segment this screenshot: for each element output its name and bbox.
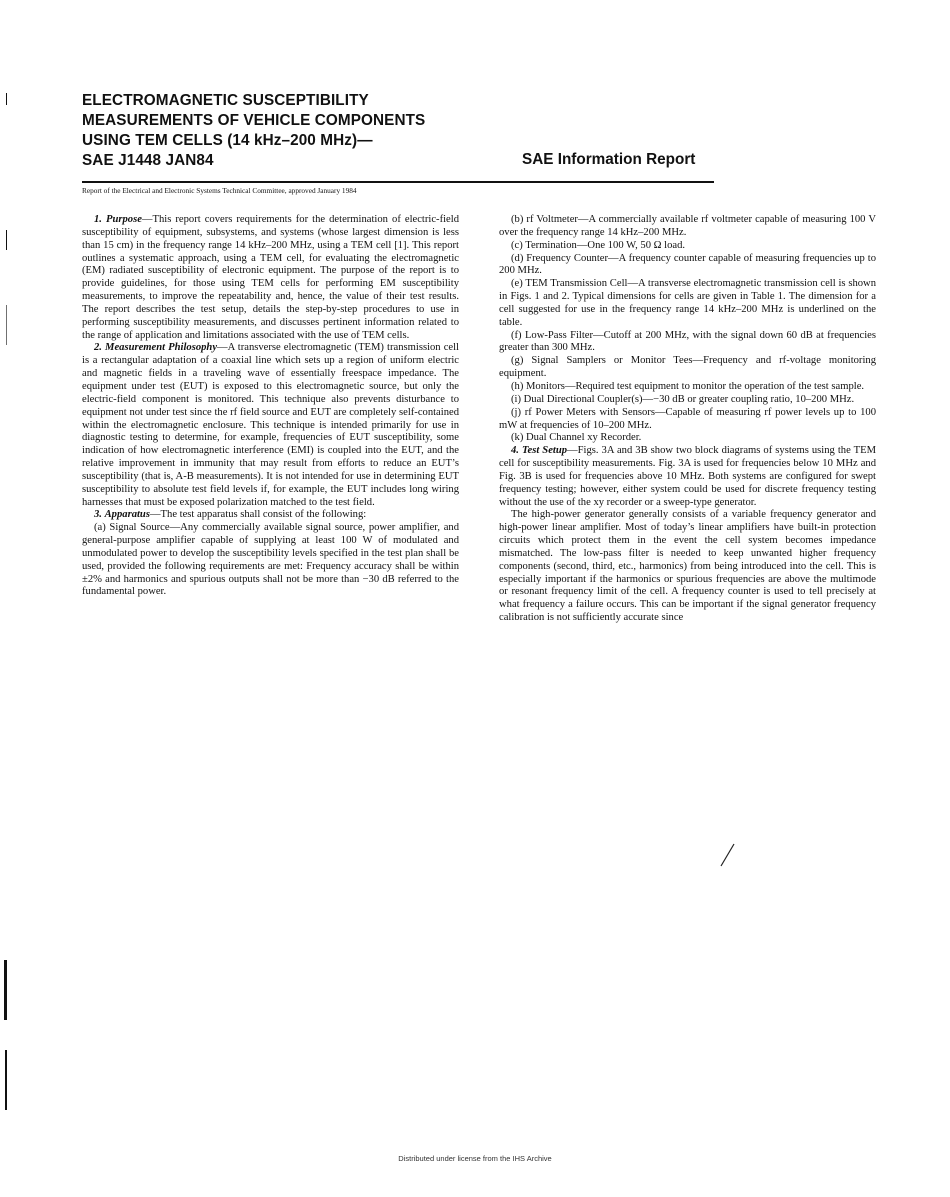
apparatus-item: (c) Termination—One 100 W, 50 Ω load. bbox=[511, 239, 686, 251]
apparatus-item: (j) rf Power Meters with Sensors—Capable of measuring rf power levels up to 100 mW at frequencies of 10–200 MHz. bbox=[499, 406, 876, 431]
scan-margin-mark bbox=[4, 960, 7, 1020]
title-line: ELECTROMAGNETIC SUSCEPTIBILITY bbox=[82, 92, 369, 109]
section-text: —The test apparatus shall consist of the following: bbox=[149, 509, 367, 521]
title-line: USING TEM CELLS (14 kHz–200 MHz)— bbox=[82, 132, 373, 149]
section-text: —Figs. 3A and 3B show two block diagrams of systems using the TEM cell for susceptibility measurements. Fig. 3A is used for frequencies below 10 MHz and Fig. 3B is used for frequencies above 10 MHz. Both systems are configured for swept frequency testing; however, either system could be used for discrete frequency testing without the use of the xy recorder or a sweep-type generator. bbox=[499, 445, 877, 508]
header-rule bbox=[82, 181, 714, 183]
section-test-setup bbox=[499, 445, 876, 509]
scan-margin-mark bbox=[6, 230, 7, 250]
apparatus-item: (f) Low-Pass Filter—Cutoff at 200 MHz, with the signal down 60 dB at frequencies greater than 300 MHz. bbox=[499, 329, 876, 354]
test-setup-paragraph: The high-power generator generally consists of a variable frequency generator and high-power linear amplifier. Most of today’s linear amplifiers have built-in protection circuits which protect them in the event the cell system becomes impedance mismatched. The low-pass filter is needed to keep unwanted higher frequency components (second, third, etc., harmonics) from being introduced into the cell. This is especially important if the harmonics or spurious frequencies are above the multimode or resonant frequency limit of the cell. A frequency counter is used to tell precisely at what frequency a failure occurs. This can be important if the signal generator frequency calibration is not sufficiently accurate since bbox=[499, 509, 876, 624]
scan-margin-mark bbox=[6, 305, 7, 345]
apparatus-item: (g) Signal Samplers or Monitor Tees—Frequency and rf-voltage monitoring equipment. bbox=[499, 355, 876, 380]
apparatus-item: (h) Monitors—Required test equipment to monitor the operation of the test sample. bbox=[511, 380, 865, 392]
left-column bbox=[82, 214, 459, 599]
title-line: SAE J1448 JAN84 bbox=[82, 152, 214, 169]
section-text: —This report covers requirements for the determination of electric-field susceptibility of equipment, subsystems, and systems (whose largest dimension is less than 15 cm) in the frequency range 14 kHz–200 MHz, using a TEM cell [1]. This report outlines a systematic approach, using a TEM cell, for evaluating the electromagnetic (EM) radiated susceptibility of electronic equipment. The purpose of the report is to provide guidelines, for those using TEM cells for performing EM susceptibility measurements, to improve the repeatability and, hence, the value of their test results. The report describes the test setup, details the step-by-step procedures to use in performing susceptibility measurements, and discusses pertinent information related to the range of application and limitations associated with the use of TEM cells. bbox=[82, 214, 459, 341]
apparatus-item: (e) TEM Transmission Cell—A transverse electromagnetic transmission cell is shown in Figs. 1 and 2. Typical dimensions for cells are given in Table 1. The dimension for a cell suggested for use in the frequency range 14 kHz–200 MHz is underlined on the table. bbox=[499, 278, 876, 328]
apparatus-item: (a) Signal Source—Any commercially available signal source, power amplifier, and general-purpose amplifier capable of supplying at least 100 W of modulated and unmodulated power to develop the susceptibility levels specified in the test plan shall be used, provided the following requirements are met: Frequency accuracy shall be within ±2% and harmonics and spurious outputs shall not be more than −30 dB referred to the fundamental power. bbox=[82, 522, 459, 598]
scan-margin-mark bbox=[5, 1050, 7, 1110]
section-number: 4. bbox=[511, 445, 519, 457]
apparatus-item: (i) Dual Directional Coupler(s)—−30 dB or greater coupling ratio, 10–200 MHz. bbox=[511, 393, 855, 405]
section-heading: Measurement Philosophy bbox=[105, 342, 218, 354]
footer-note: Distributed under license from the IHS Archive bbox=[398, 1154, 552, 1163]
apparatus-item: (b) rf Voltmeter—A commercially available rf voltmeter capable of measuring 100 V over the frequency range 14 kHz–200 MHz. bbox=[499, 214, 876, 238]
section-heading: Test Setup bbox=[522, 445, 568, 457]
section-number: 1. bbox=[94, 214, 102, 225]
section-text: —A transverse electromagnetic (TEM) transmission cell is a rectangular adaptation of a coaxial line which sets up a region of uniform electric and magnetic fields in a traveling wave of essentially freespace impedance. The equipment under test (EUT) is exposed to this electromagnetic source, but only the electric-field component is monitored. This technique also prevents disturbance to equipment not under test since the rf field source and EUT are completely self-contained within the electromagnetic enclosure. This technique is intended primarily for use in diagnostic testing to determine, for example, frequencies of EUT susceptibility, some indication of how electromagnetic interference (EMI) is coupled into the EUT, and the relative improvement in immunity that may result from efforts to reduce an EUT’s susceptibility (that is, A-B measurements). It is not intended for use in determining EUT susceptibility to absolute test field levels if, for example, the EUT includes long wiring harnesses that must be exposed polarization matched to the test field. bbox=[82, 342, 459, 508]
title-line: MEASUREMENTS OF VEHICLE COMPONENTS bbox=[82, 112, 426, 129]
section-number: 2. bbox=[94, 342, 102, 354]
scan-margin-mark bbox=[6, 93, 7, 105]
section-number: 3. bbox=[94, 509, 102, 521]
apparatus-item: (k) Dual Channel xy Recorder. bbox=[511, 432, 642, 444]
apparatus-item: (d) Frequency Counter—A frequency counter capable of measuring frequencies up to 200 MHz. bbox=[499, 252, 876, 277]
section-apparatus bbox=[82, 509, 459, 522]
section-heading: Purpose bbox=[106, 214, 142, 225]
section-measurement-philosophy bbox=[82, 342, 459, 509]
report-type: SAE Information Report bbox=[522, 151, 696, 168]
section-heading: Apparatus bbox=[104, 509, 150, 521]
right-column bbox=[499, 214, 876, 625]
pen-stroke-mark bbox=[718, 842, 738, 868]
document-title bbox=[82, 91, 502, 171]
section-purpose bbox=[82, 214, 459, 342]
committee-note: Report of the Electrical and Electronic Systems Technical Committee, approved January 1984 bbox=[82, 186, 357, 195]
